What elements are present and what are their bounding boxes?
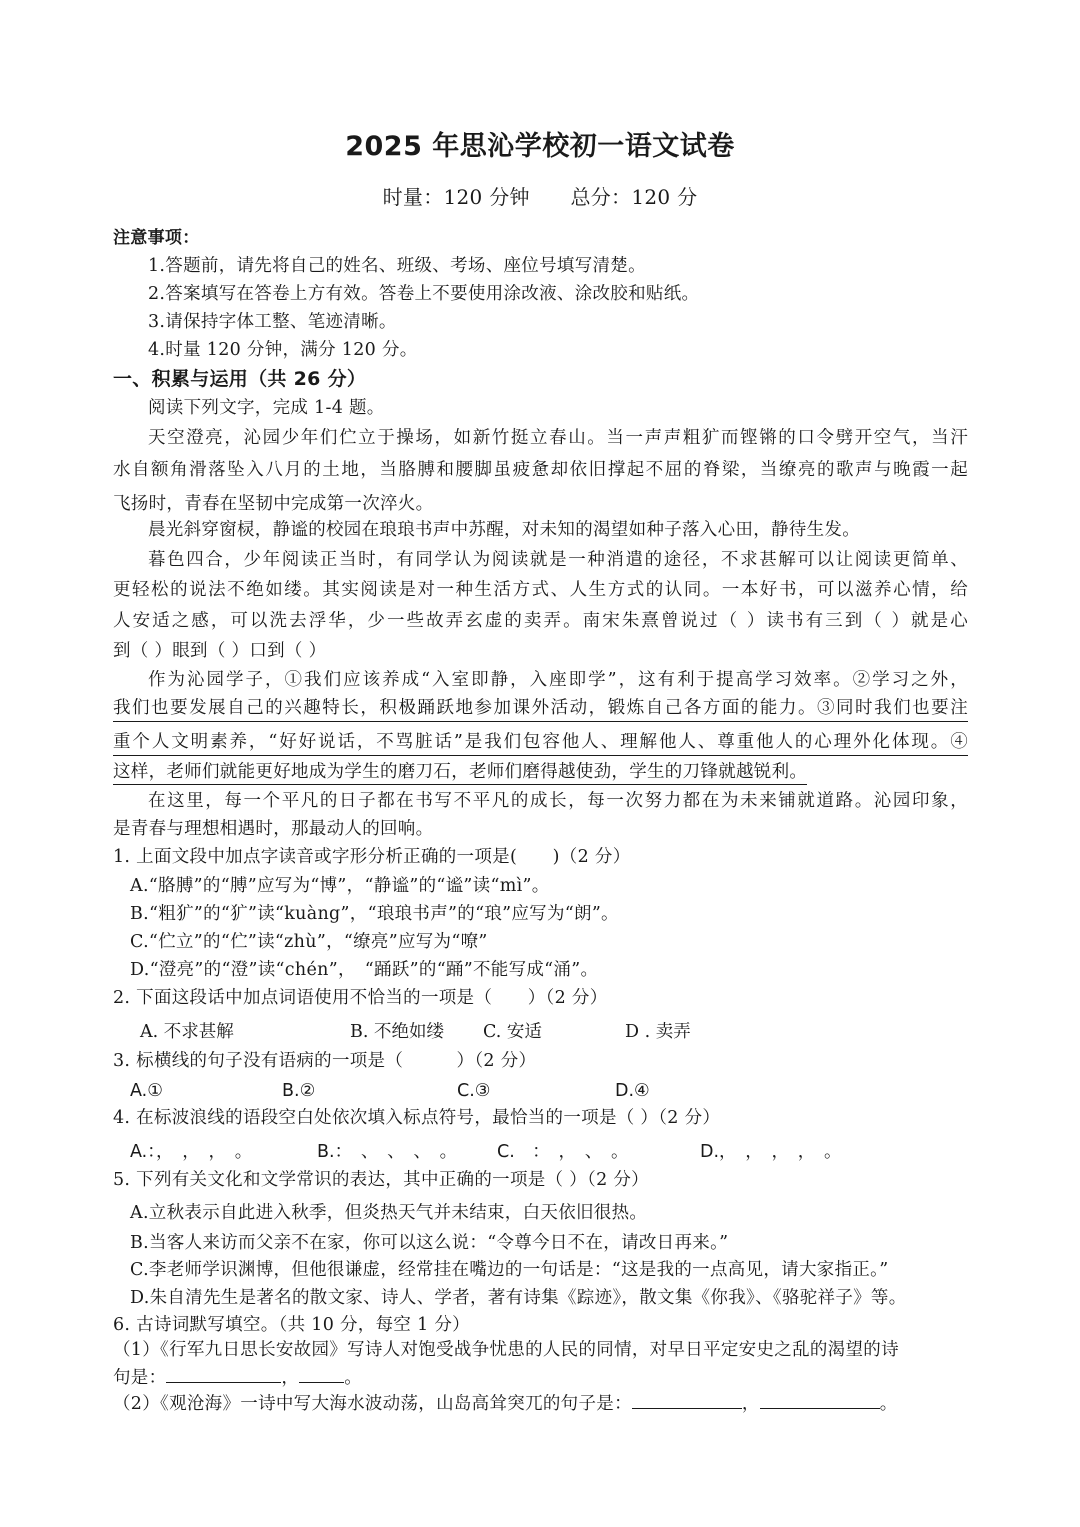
question-5-option-a: A.立秋表示自此进入秋季，但炎热天气并未结束，白天依旧很热。	[130, 1203, 648, 1223]
notice-item: 2.答案填写在答卷上方有效。答卷上不要使用涂改液、涂改胶和贴纸。	[148, 284, 700, 304]
question-4-option-d: D.， ， ， ， 。	[700, 1142, 842, 1162]
underlined-passage-line: 这样，老师们就能更好地成为学生的磨刀石，老师们磨得越使劲，学生的刀锋就越锐利。	[113, 760, 807, 785]
underlined-passage-line: 我们也要发展自己的兴趣特长，积极踊跃地参加课外活动，锻炼自己各方面的能力。③同时我们也要注	[113, 696, 968, 722]
answer-blank[interactable]	[299, 1364, 344, 1383]
notice-item: 1.答题前，请先将自己的姓名、班级、考场、座位号填写清楚。	[148, 256, 646, 276]
blank-terminator: 。	[879, 1394, 898, 1414]
question-1-option-b: B.“粗犷”的“犷”读“kuàng”，“琅琅书声”的“琅”应写为“朗”。	[130, 904, 619, 924]
section-heading: 一、积累与运用（共 26 分）	[113, 368, 367, 390]
question-2-option-b: B. 不绝如缕	[350, 1022, 444, 1042]
passage-intro: 阅读下列文字，完成 1-4 题。	[148, 398, 385, 418]
passage-line: 是青春与理想相遇时，那最动人的回响。	[113, 819, 434, 839]
underlined-passage-line: 重个人文明素养，“好好说话，不骂脏话”是我们包容他人、理解他人、尊重他人的心理外化体现。④	[113, 730, 968, 756]
question-6-sub2	[113, 1390, 898, 1416]
notice-heading: 注意事项：	[113, 228, 200, 248]
question-1-stem: 1. 上面文段中加点字读音或字形分析正确的一项是( )（2 分）	[113, 847, 631, 867]
blank-terminator: 。	[344, 1368, 363, 1388]
question-4-option-b: B.： 、 、 、 。	[317, 1142, 458, 1162]
answer-blank[interactable]	[632, 1390, 742, 1409]
passage-line: 到（ ）眼到（ ）口到（ ）	[113, 641, 327, 661]
question-3-stem: 3. 标横线的句子没有语病的一项是（ ）（2 分）	[113, 1051, 537, 1071]
question-5-option-d: D.朱自清先生是著名的散文家、诗人、学者，著有诗集《踪迹》，散文集《你我》、《骆驼祥子》等。	[130, 1288, 907, 1308]
passage-line: 水自额角滑落坠入八月的土地，当胳膊和腰脚虽疲惫却依旧撑起不屈的脊梁，当缭亮的歌声与晚霞一起	[113, 460, 968, 480]
question-5-option-c: C.李老师学识渊博，但他很谦虚，经常挂在嘴边的一句话是：“这是我的一点高见，请大家指正。”	[130, 1260, 889, 1280]
passage-line: 晨光斜穿窗棂，静谧的校园在琅琅书声中苏醒，对未知的渴望如种子落入心田，静待生发。	[148, 520, 860, 540]
passage-line: 更轻松的说法不绝如缕。其实阅读是对一种生活方式、人生方式的认同。一本好书，可以滋养心情，给	[113, 580, 968, 600]
notice-item: 3.请保持字体工整、笔迹清晰。	[148, 312, 397, 332]
question-2-option-d: D . 卖弄	[625, 1022, 691, 1042]
question-3-option-d: D.④	[615, 1081, 650, 1101]
question-3-option-c: C.③	[457, 1081, 491, 1101]
question-6-stem: 6. 古诗词默写填空。（共 10 分，每空 1 分）	[113, 1315, 470, 1335]
question-6-sub1-prefix: 句是：	[113, 1368, 167, 1388]
question-6-sub1-line2	[113, 1364, 362, 1390]
question-1-option-a: A.“胳膊”的“膊”应写为“博”，“静谧”的“谧”读“mì”。	[130, 876, 550, 896]
question-5-option-b: B.当客人来访而父亲不在家，你可以这么说：“令尊今日不在，请改日再来。”	[130, 1233, 729, 1253]
question-5-stem: 5. 下列有关文化和文学常识的表达，其中正确的一项是（ ）（2 分）	[113, 1170, 649, 1190]
answer-blank[interactable]	[166, 1364, 281, 1383]
question-4-option-c: C. ： ， 、 。	[497, 1142, 629, 1162]
passage-line: 飞扬时，青春在坚韧中完成第一次淬火。	[113, 494, 434, 514]
question-1-option-d: D.“澄亮”的“澄”读“chén”， “踊跃”的“踊”不能写成“涌”。	[130, 960, 599, 980]
passage-line: 人安适之感，可以洗去浮华，少一些故弄玄虚的卖弄。南宋朱熹曾说过（ ）读书有三到（ ）就是心	[113, 611, 968, 631]
exam-title: 2025 年思沁学校初一语文试卷	[345, 131, 735, 162]
blank-separator: ，	[741, 1394, 760, 1414]
answer-blank[interactable]	[760, 1390, 880, 1409]
question-2-stem: 2. 下面这段话中加点词语使用不恰当的一项是（ ）（2 分）	[113, 988, 608, 1008]
question-6-sub1-line1: （1）《行军九日思长安故园》写诗人对饱受战争忧患的人民的同情，对早日平定安史之乱的渴望的诗	[113, 1340, 899, 1360]
question-4-stem: 4. 在标波浪线的语段空白处依次填入标点符号，最恰当的一项是（ ）（2 分）	[113, 1108, 721, 1128]
question-2-option-c: C. 安适	[483, 1022, 542, 1042]
passage-line: 暮色四合，少年阅读正当时，有同学认为阅读就是一种消遣的途径，不求甚解可以让阅读更简单、	[148, 550, 968, 570]
question-6-sub2-prefix: （2）《观沧海》一诗中写大海水波动荡，山岛高耸突兀的句子是：	[113, 1394, 632, 1414]
question-3-option-b: B.②	[282, 1081, 316, 1101]
notice-item: 4.时量 120 分钟，满分 120 分。	[148, 340, 418, 360]
question-3-option-a: A.①	[130, 1081, 163, 1101]
passage-line: 在这里，每一个平凡的日子都在书写不平凡的成长，每一次努力都在为未来铺就道路。沁园印象，	[148, 791, 968, 811]
question-4-option-a: A.：， ， ， 。	[130, 1142, 253, 1162]
exam-subtitle: 时量：120 分钟 总分：120 分	[382, 185, 698, 209]
question-1-option-c: C.“伫立”的“伫”读“zhù”，“缭亮”应写为“嘹”	[130, 932, 488, 952]
passage-line: 天空澄亮，沁园少年们伫立于操场，如新竹挺立春山。当一声声粗犷而铿锵的口令劈开空气，当汗	[148, 428, 968, 448]
passage-line: 作为沁园学子，①我们应该养成“入室即静，入座即学”，这有利于提高学习效率。②学习之外，	[148, 670, 968, 690]
blank-separator: ，	[281, 1368, 300, 1388]
question-2-option-a: A. 不求甚解	[140, 1022, 234, 1042]
